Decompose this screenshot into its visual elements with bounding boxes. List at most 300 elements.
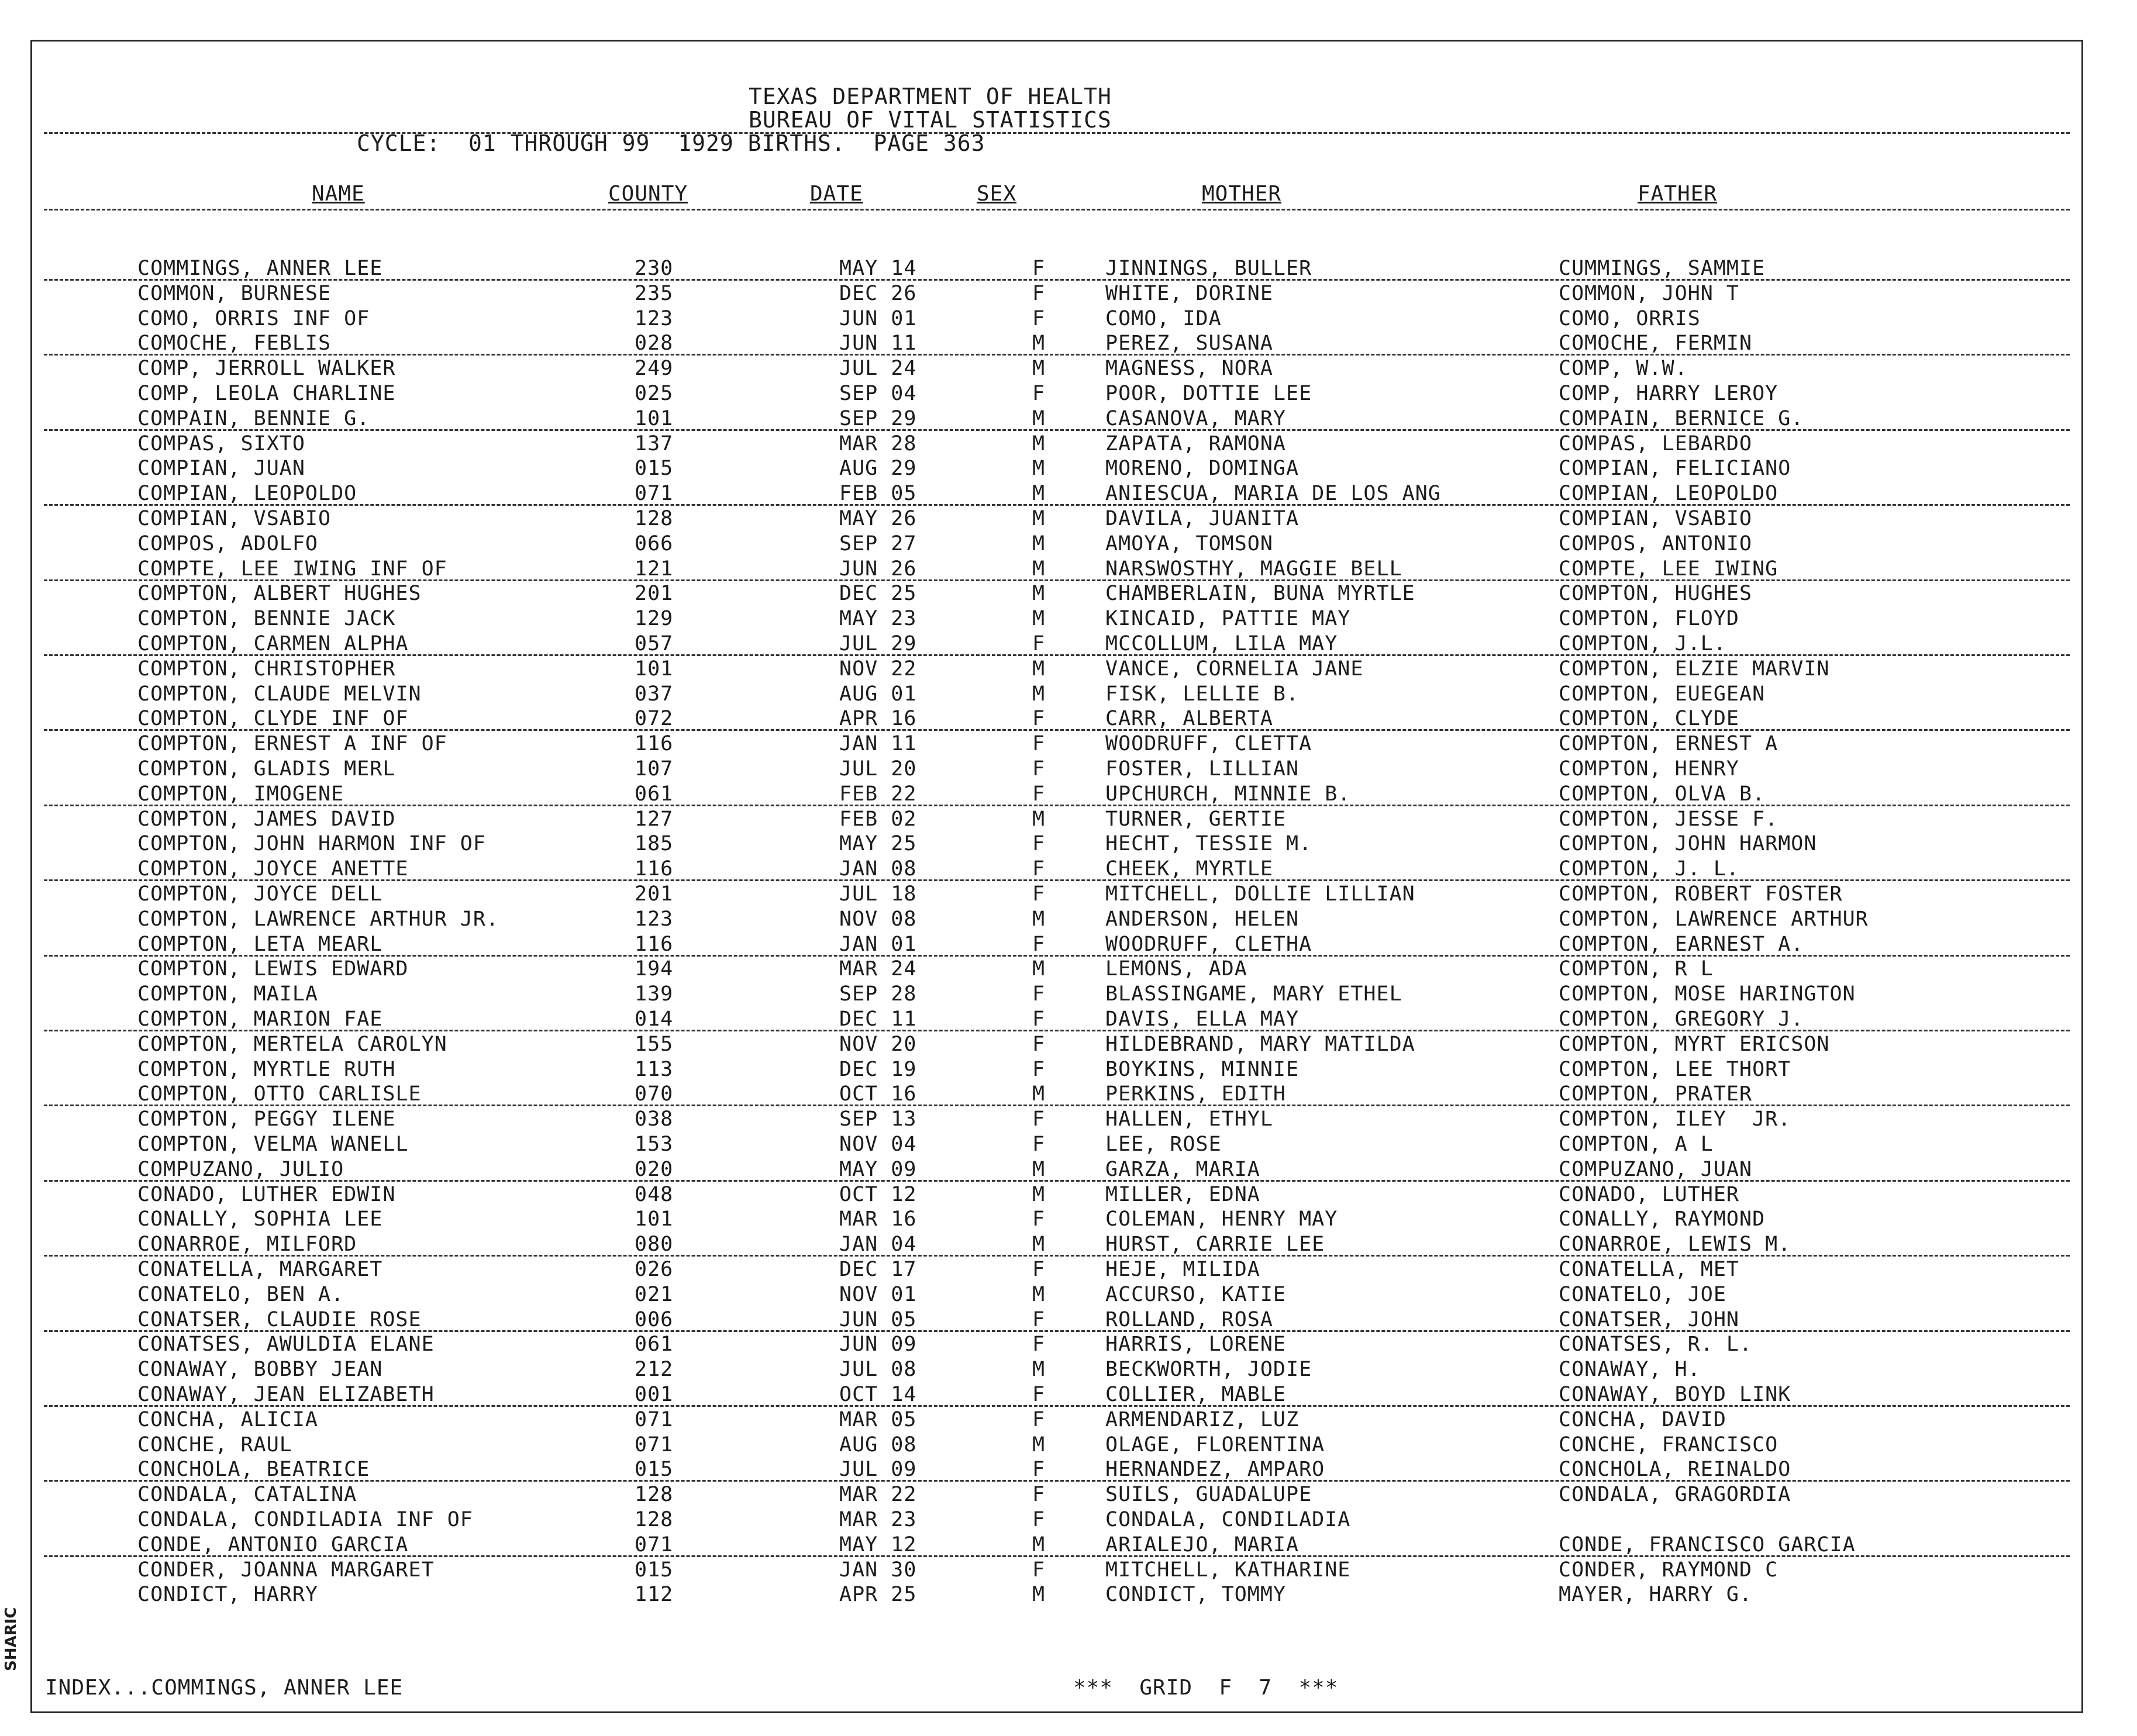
row-name: CONATSES, AWULDIA ELANE: [137, 1333, 435, 1357]
row-date: JUL 09: [839, 1458, 917, 1482]
row-sex: M: [1032, 406, 1046, 430]
row-date: SEP 27: [839, 532, 917, 555]
row-sex: F: [1032, 857, 1046, 881]
row-sex: M: [1032, 1157, 1046, 1181]
table-row: [32, 882, 2081, 907]
row-sex: F: [1032, 982, 1046, 1006]
row-mother: HALLEN, ETHYL: [1105, 1107, 1273, 1131]
row-group-divider: [44, 729, 2070, 731]
row-mother: ANDERSON, HELEN: [1105, 907, 1300, 931]
row-county: 128: [635, 1508, 674, 1531]
table-row: [32, 782, 2081, 807]
row-sex: F: [1032, 257, 1046, 280]
row-father: COMPTON, A L: [1559, 1133, 1714, 1156]
row-date: DEC 19: [839, 1057, 917, 1081]
row-county: 121: [635, 557, 674, 581]
row-county: 194: [635, 957, 674, 981]
row-county: 112: [635, 1583, 674, 1607]
table-row: [32, 1133, 2081, 1157]
row-county: 101: [635, 406, 674, 430]
row-county: 015: [635, 1458, 674, 1482]
row-name: COMPTON, ALBERT HUGHES: [137, 582, 422, 606]
row-father: CONATSER, JOHN: [1559, 1307, 1740, 1331]
row-date: FEB 22: [839, 782, 917, 806]
table-row: [32, 1383, 2081, 1407]
header-title: TEXAS DEPARTMENT OF HEALTH: [749, 84, 1112, 109]
table-row: [32, 1233, 2081, 1257]
row-name: CONDE, ANTONIO GARCIA: [137, 1533, 409, 1556]
row-county: 048: [635, 1182, 674, 1206]
row-name: COMPTON, CLYDE INF OF: [137, 707, 409, 731]
row-mother: ROLLAND, ROSA: [1105, 1307, 1273, 1331]
row-sex: F: [1032, 1558, 1046, 1582]
row-name: COMPTON, GLADIS MERL: [137, 757, 396, 781]
row-name: COMPTON, MARION FAE: [137, 1007, 383, 1031]
row-name: COMPAS, SIXTO: [137, 432, 305, 455]
row-date: JUL 24: [839, 357, 917, 381]
row-name: CONDALA, CATALINA: [137, 1483, 357, 1507]
row-date: OCT 12: [839, 1182, 917, 1206]
index-footer: INDEX...COMMINGS, ANNER LEE: [45, 1676, 404, 1700]
table-row: [32, 482, 2081, 506]
row-mother: COMO, IDA: [1105, 306, 1222, 330]
row-father: COMPTON, OLVA B.: [1559, 782, 1766, 806]
row-father: MAYER, HARRY G.: [1559, 1583, 1753, 1607]
row-date: MAR 22: [839, 1483, 917, 1507]
row-father: CONCHOLA, REINALDO: [1559, 1458, 1791, 1482]
row-sex: M: [1032, 1182, 1046, 1206]
row-mother: CASANOVA, MARY: [1105, 406, 1287, 430]
row-county: 230: [635, 257, 674, 280]
row-sex: F: [1032, 732, 1046, 756]
header-divider: [44, 132, 2070, 134]
row-mother: TURNER, GERTIE: [1105, 807, 1287, 831]
row-mother: MCCOLLUM, LILA MAY: [1105, 632, 1338, 655]
row-date: DEC 25: [839, 582, 917, 606]
row-sex: F: [1032, 632, 1046, 655]
row-sex: F: [1032, 782, 1046, 806]
row-sex: M: [1032, 532, 1046, 555]
row-name: CONATELO, BEN A.: [137, 1282, 344, 1306]
row-father: COMPIAN, FELICIANO: [1559, 457, 1791, 481]
table-row: [32, 507, 2081, 532]
row-date: JUN 11: [839, 332, 917, 356]
row-father: COMPTON, ELZIE MARVIN: [1559, 657, 1830, 681]
row-mother: DAVILA, JUANITA: [1105, 507, 1300, 530]
row-mother: UPCHURCH, MINNIE B.: [1105, 782, 1351, 806]
table-row: [32, 732, 2081, 757]
row-sex: M: [1032, 957, 1046, 981]
row-county: 201: [635, 582, 674, 606]
table-row: [32, 1283, 2081, 1307]
row-group-divider: [44, 879, 2070, 881]
row-name: CONDALA, CONDILADIA INF OF: [137, 1508, 473, 1531]
row-county: 026: [635, 1258, 674, 1281]
row-county: 037: [635, 682, 674, 706]
row-sex: M: [1032, 1533, 1046, 1556]
row-county: 072: [635, 707, 674, 731]
row-county: 129: [635, 607, 674, 631]
row-mother: HILDEBRAND, MARY MATILDA: [1105, 1032, 1415, 1056]
header-subtitle: BUREAU OF VITAL STATISTICS: [749, 107, 1112, 133]
column-divider: [44, 209, 2070, 210]
row-name: COMO, ORRIS INF OF: [137, 306, 370, 330]
row-name: CONCHA, ALICIA: [137, 1407, 319, 1431]
row-mother: DAVIS, ELLA MAY: [1105, 1007, 1300, 1031]
row-group-divider: [44, 654, 2070, 656]
table-row: [32, 757, 2081, 782]
row-county: 070: [635, 1082, 674, 1106]
row-sex: M: [1032, 1358, 1046, 1382]
row-group-divider: [44, 1480, 2070, 1482]
row-name: COMPTON, PEGGY ILENE: [137, 1107, 396, 1131]
row-group-divider: [44, 1555, 2070, 1557]
row-county: 107: [635, 757, 674, 781]
row-sex: M: [1032, 1282, 1046, 1306]
row-name: COMPTON, JOHN HARMON INF OF: [137, 832, 486, 856]
row-mother: COLLIER, MABLE: [1105, 1383, 1287, 1406]
table-row: [32, 557, 2081, 582]
row-mother: ZAPATA, RAMONA: [1105, 432, 1287, 455]
row-sex: M: [1032, 1583, 1046, 1607]
row-county: 116: [635, 732, 674, 756]
table-row: [32, 257, 2081, 281]
row-mother: ANIESCUA, MARIA DE LOS ANG: [1105, 482, 1441, 506]
row-mother: VANCE, CORNELIA JANE: [1105, 657, 1364, 681]
row-father: CONADO, LUTHER: [1559, 1182, 1740, 1206]
row-name: COMP, LEOLA CHARLINE: [137, 382, 396, 405]
row-name: COMPTON, JAMES DAVID: [137, 807, 396, 831]
row-county: 249: [635, 357, 674, 381]
row-sex: F: [1032, 1207, 1046, 1231]
table-row: [32, 1358, 2081, 1382]
table-row: [32, 357, 2081, 381]
row-father: COMPTON, HENRY: [1559, 757, 1740, 781]
side-label: SHARIC: [2, 1607, 20, 1671]
row-sex: F: [1032, 832, 1046, 856]
row-sex: F: [1032, 1508, 1046, 1531]
row-mother: PEREZ, SUSANA: [1105, 332, 1273, 356]
row-father: COMPTON, LAWRENCE ARTHUR: [1559, 907, 1869, 931]
table-row: [32, 907, 2081, 932]
row-name: COMPTE, LEE IWING INF OF: [137, 557, 447, 581]
table-row: [32, 1408, 2081, 1433]
row-date: JUN 05: [839, 1307, 917, 1331]
col-county: COUNTY: [608, 182, 688, 206]
row-name: CONCHE, RAUL: [137, 1433, 292, 1457]
row-name: COMPTON, CARMEN ALPHA: [137, 632, 409, 655]
row-date: NOV 08: [839, 907, 917, 931]
row-mother: MITCHELL, DOLLIE LILLIAN: [1105, 882, 1415, 906]
row-mother: MAGNESS, NORA: [1105, 357, 1273, 381]
row-name: COMPTON, ERNEST A INF OF: [137, 732, 447, 756]
row-date: JUL 18: [839, 882, 917, 906]
row-father: COMPTON, PRATER: [1559, 1082, 1753, 1106]
row-father: COMPTON, JOHN HARMON: [1559, 832, 1817, 856]
cycle-line: CYCLE: 01 THROUGH 99 1929 BIRTHS. PAGE 363: [357, 130, 985, 156]
row-mother: MITCHELL, KATHARINE: [1105, 1558, 1351, 1582]
row-county: 116: [635, 932, 674, 956]
row-sex: F: [1032, 1133, 1046, 1156]
row-mother: MILLER, EDNA: [1105, 1182, 1260, 1206]
row-date: DEC 11: [839, 1007, 917, 1031]
table-row: [32, 857, 2081, 882]
row-mother: WOODRUFF, CLETHA: [1105, 932, 1312, 956]
row-county: 014: [635, 1007, 674, 1031]
row-father: CONALLY, RAYMOND: [1559, 1207, 1766, 1231]
row-father: COMPTON, J. L.: [1559, 857, 1740, 881]
row-date: JAN 11: [839, 732, 917, 756]
row-county: 153: [635, 1133, 674, 1156]
row-county: 020: [635, 1157, 674, 1181]
row-name: COMPIAN, VSABIO: [137, 507, 332, 530]
row-date: JAN 08: [839, 857, 917, 881]
row-date: SEP 29: [839, 406, 917, 430]
table-row: [32, 457, 2081, 481]
row-sex: F: [1032, 1007, 1046, 1031]
row-group-divider: [44, 1030, 2070, 1031]
col-father: FATHER: [1638, 182, 1718, 206]
table-row: [32, 1107, 2081, 1132]
row-name: COMPOS, ADOLFO: [137, 532, 319, 555]
row-sex: F: [1032, 1333, 1046, 1357]
table-row: [32, 407, 2081, 432]
row-county: 071: [635, 1533, 674, 1556]
row-mother: ACCURSO, KATIE: [1105, 1282, 1287, 1306]
row-mother: LEMONS, ADA: [1105, 957, 1247, 981]
row-date: JAN 04: [839, 1233, 917, 1257]
row-date: APR 25: [839, 1583, 917, 1607]
row-group-divider: [44, 1105, 2070, 1106]
row-sex: M: [1032, 907, 1046, 931]
row-name: COMPIAN, LEOPOLDO: [137, 482, 357, 506]
row-name: CONDER, JOANNA MARGARET: [137, 1558, 435, 1582]
row-father: COMPOS, ANTONIO: [1559, 532, 1753, 555]
row-sex: F: [1032, 382, 1046, 405]
row-father: CONDER, RAYMOND C: [1559, 1558, 1778, 1582]
row-county: 127: [635, 807, 674, 831]
row-name: CONCHOLA, BEATRICE: [137, 1458, 370, 1482]
row-mother: WHITE, DORINE: [1105, 281, 1273, 305]
table-row: [32, 707, 2081, 731]
row-date: OCT 14: [839, 1383, 917, 1406]
row-county: 006: [635, 1307, 674, 1331]
row-name: COMPTON, VELMA WANELL: [137, 1133, 409, 1156]
row-sex: M: [1032, 457, 1046, 481]
row-name: COMPTON, JOYCE DELL: [137, 882, 383, 906]
row-father: COMPTON, JESSE F.: [1559, 807, 1778, 831]
row-mother: CHEEK, MYRTLE: [1105, 857, 1273, 881]
table-row: [32, 632, 2081, 657]
row-sex: M: [1032, 682, 1046, 706]
row-name: COMMON, BURNESE: [137, 281, 332, 305]
row-sex: F: [1032, 281, 1046, 305]
document-frame: [30, 40, 2083, 1713]
row-group-divider: [44, 354, 2070, 356]
row-mother: HARRIS, LORENE: [1105, 1333, 1287, 1357]
row-father: COMPTON, LEE THORT: [1559, 1057, 1791, 1081]
row-county: 123: [635, 306, 674, 330]
row-father: COMPTON, R L: [1559, 957, 1714, 981]
row-sex: F: [1032, 1383, 1046, 1406]
grid-footer: *** GRID F 7 ***: [1073, 1676, 1339, 1700]
row-date: SEP 04: [839, 382, 917, 405]
row-date: MAY 09: [839, 1157, 917, 1181]
row-date: MAY 14: [839, 257, 917, 280]
row-father: COMPAIN, BERNICE G.: [1559, 406, 1804, 430]
row-group-divider: [44, 579, 2070, 581]
row-county: 015: [635, 457, 674, 481]
col-sex: SEX: [977, 182, 1017, 206]
row-mother: ARMENDARIZ, LUZ: [1105, 1407, 1300, 1431]
row-sex: F: [1032, 1057, 1046, 1081]
table-row: [32, 1058, 2081, 1082]
col-mother: MOTHER: [1202, 182, 1282, 206]
row-father: COMPIAN, VSABIO: [1559, 507, 1753, 530]
row-father: CUMMINGS, SAMMIE: [1559, 257, 1766, 280]
row-sex: F: [1032, 1032, 1046, 1056]
row-father: CONATELO, JOE: [1559, 1282, 1726, 1306]
row-mother: AMOYA, TOMSON: [1105, 532, 1273, 555]
table-row: [32, 933, 2081, 957]
table-row: [32, 1308, 2081, 1333]
row-county: 015: [635, 1558, 674, 1582]
row-name: CONDICT, HARRY: [137, 1583, 319, 1607]
row-date: NOV 04: [839, 1133, 917, 1156]
row-county: 123: [635, 907, 674, 931]
row-sex: F: [1032, 1483, 1046, 1507]
row-father: COMPTON, EUEGEAN: [1559, 682, 1766, 706]
row-father: CONAWAY, H.: [1559, 1358, 1701, 1382]
row-name: COMPTON, CHRISTOPHER: [137, 657, 396, 681]
row-mother: FISK, LELLIE B.: [1105, 682, 1300, 706]
row-mother: SUILS, GUADALUPE: [1105, 1483, 1312, 1507]
row-date: JUN 26: [839, 557, 917, 581]
row-sex: M: [1032, 557, 1046, 581]
row-name: CONALLY, SOPHIA LEE: [137, 1207, 383, 1231]
row-date: JUN 09: [839, 1333, 917, 1357]
row-county: 071: [635, 1407, 674, 1431]
row-father: COMPIAN, LEOPOLDO: [1559, 482, 1778, 506]
row-father: COMPTON, ROBERT FOSTER: [1559, 882, 1843, 906]
table-row: [32, 1583, 2081, 1607]
row-date: JUL 20: [839, 757, 917, 781]
row-sex: M: [1032, 332, 1046, 356]
row-date: OCT 16: [839, 1082, 917, 1106]
row-name: COMPTON, LETA MEARL: [137, 932, 383, 956]
row-mother: HURST, CARRIE LEE: [1105, 1233, 1325, 1257]
row-county: 028: [635, 332, 674, 356]
row-name: COMPTON, IMOGENE: [137, 782, 344, 806]
row-sex: M: [1032, 657, 1046, 681]
row-group-divider: [44, 955, 2070, 957]
table-row: [32, 807, 2081, 832]
row-county: 061: [635, 1333, 674, 1357]
row-group-divider: [44, 1255, 2070, 1257]
row-mother: BECKWORTH, JODIE: [1105, 1358, 1312, 1382]
table-row: [32, 1207, 2081, 1232]
table-row: [32, 682, 2081, 707]
row-sex: F: [1032, 707, 1046, 731]
row-sex: F: [1032, 1458, 1046, 1482]
row-father: CONATELLA, MET: [1559, 1258, 1740, 1281]
row-date: NOV 01: [839, 1282, 917, 1306]
row-mother: COLEMAN, HENRY MAY: [1105, 1207, 1338, 1231]
row-sex: F: [1032, 882, 1046, 906]
row-sex: M: [1032, 432, 1046, 455]
row-county: 113: [635, 1057, 674, 1081]
row-father: CONDE, FRANCISCO GARCIA: [1559, 1533, 1856, 1556]
row-sex: F: [1032, 1258, 1046, 1281]
row-county: 101: [635, 657, 674, 681]
row-father: COMP, W.W.: [1559, 357, 1688, 381]
table-row: [32, 1483, 2081, 1507]
row-name: COMP, JERROLL WALKER: [137, 357, 396, 381]
row-sex: F: [1032, 757, 1046, 781]
row-father: COMPTON, CLYDE: [1559, 707, 1740, 731]
table-row: [32, 1433, 2081, 1458]
row-sex: M: [1032, 1082, 1046, 1106]
row-name: COMOCHE, FEBLIS: [137, 332, 332, 356]
row-mother: PERKINS, EDITH: [1105, 1082, 1287, 1106]
row-name: COMPTON, MERTELA CAROLYN: [137, 1032, 447, 1056]
row-mother: LEE, ROSE: [1105, 1133, 1222, 1156]
row-father: COMPTON, MOSE HARINGTON: [1559, 982, 1856, 1006]
table-row: [32, 432, 2081, 457]
row-date: MAY 23: [839, 607, 917, 631]
row-county: 155: [635, 1032, 674, 1056]
row-sex: F: [1032, 306, 1046, 330]
row-county: 201: [635, 882, 674, 906]
table-row: [32, 1007, 2081, 1032]
row-name: COMPTON, MAILA: [137, 982, 319, 1006]
row-father: COMPTON, J.L.: [1559, 632, 1726, 655]
row-father: CONATSES, R. L.: [1559, 1333, 1753, 1357]
row-name: COMPIAN, JUAN: [137, 457, 305, 481]
row-county: 071: [635, 482, 674, 506]
row-sex: M: [1032, 482, 1046, 506]
row-name: CONAWAY, JEAN ELIZABETH: [137, 1383, 435, 1406]
row-county: 061: [635, 782, 674, 806]
row-date: AUG 29: [839, 457, 917, 481]
table-row: [32, 1333, 2081, 1357]
row-date: FEB 05: [839, 482, 917, 506]
row-name: COMPTON, JOYCE ANETTE: [137, 857, 409, 881]
row-county: 066: [635, 532, 674, 555]
row-father: COMPTON, ERNEST A: [1559, 732, 1778, 756]
table-row: [32, 832, 2081, 857]
col-name: NAME: [312, 182, 365, 206]
row-name: COMPTON, OTTO CARLISLE: [137, 1082, 422, 1106]
table-row: [32, 282, 2081, 306]
row-county: 212: [635, 1358, 674, 1382]
row-father: CONCHE, FRANCISCO: [1559, 1433, 1778, 1457]
row-mother: HECHT, TESSIE M.: [1105, 832, 1312, 856]
row-date: MAR 24: [839, 957, 917, 981]
row-mother: JINNINGS, BULLER: [1105, 257, 1312, 280]
row-name: CONAWAY, BOBBY JEAN: [137, 1358, 383, 1382]
table-row: [32, 582, 2081, 606]
row-name: COMPUZANO, JULIO: [137, 1157, 344, 1181]
table-row: [32, 1183, 2081, 1207]
row-mother: CHAMBERLAIN, BUNA MYRTLE: [1105, 582, 1415, 606]
row-mother: BLASSINGAME, MARY ETHEL: [1105, 982, 1402, 1006]
row-county: 235: [635, 281, 674, 305]
row-sex: F: [1032, 1107, 1046, 1131]
table-row: [32, 1558, 2081, 1583]
row-name: COMPTON, MYRTLE RUTH: [137, 1057, 396, 1081]
row-date: MAR 05: [839, 1407, 917, 1431]
